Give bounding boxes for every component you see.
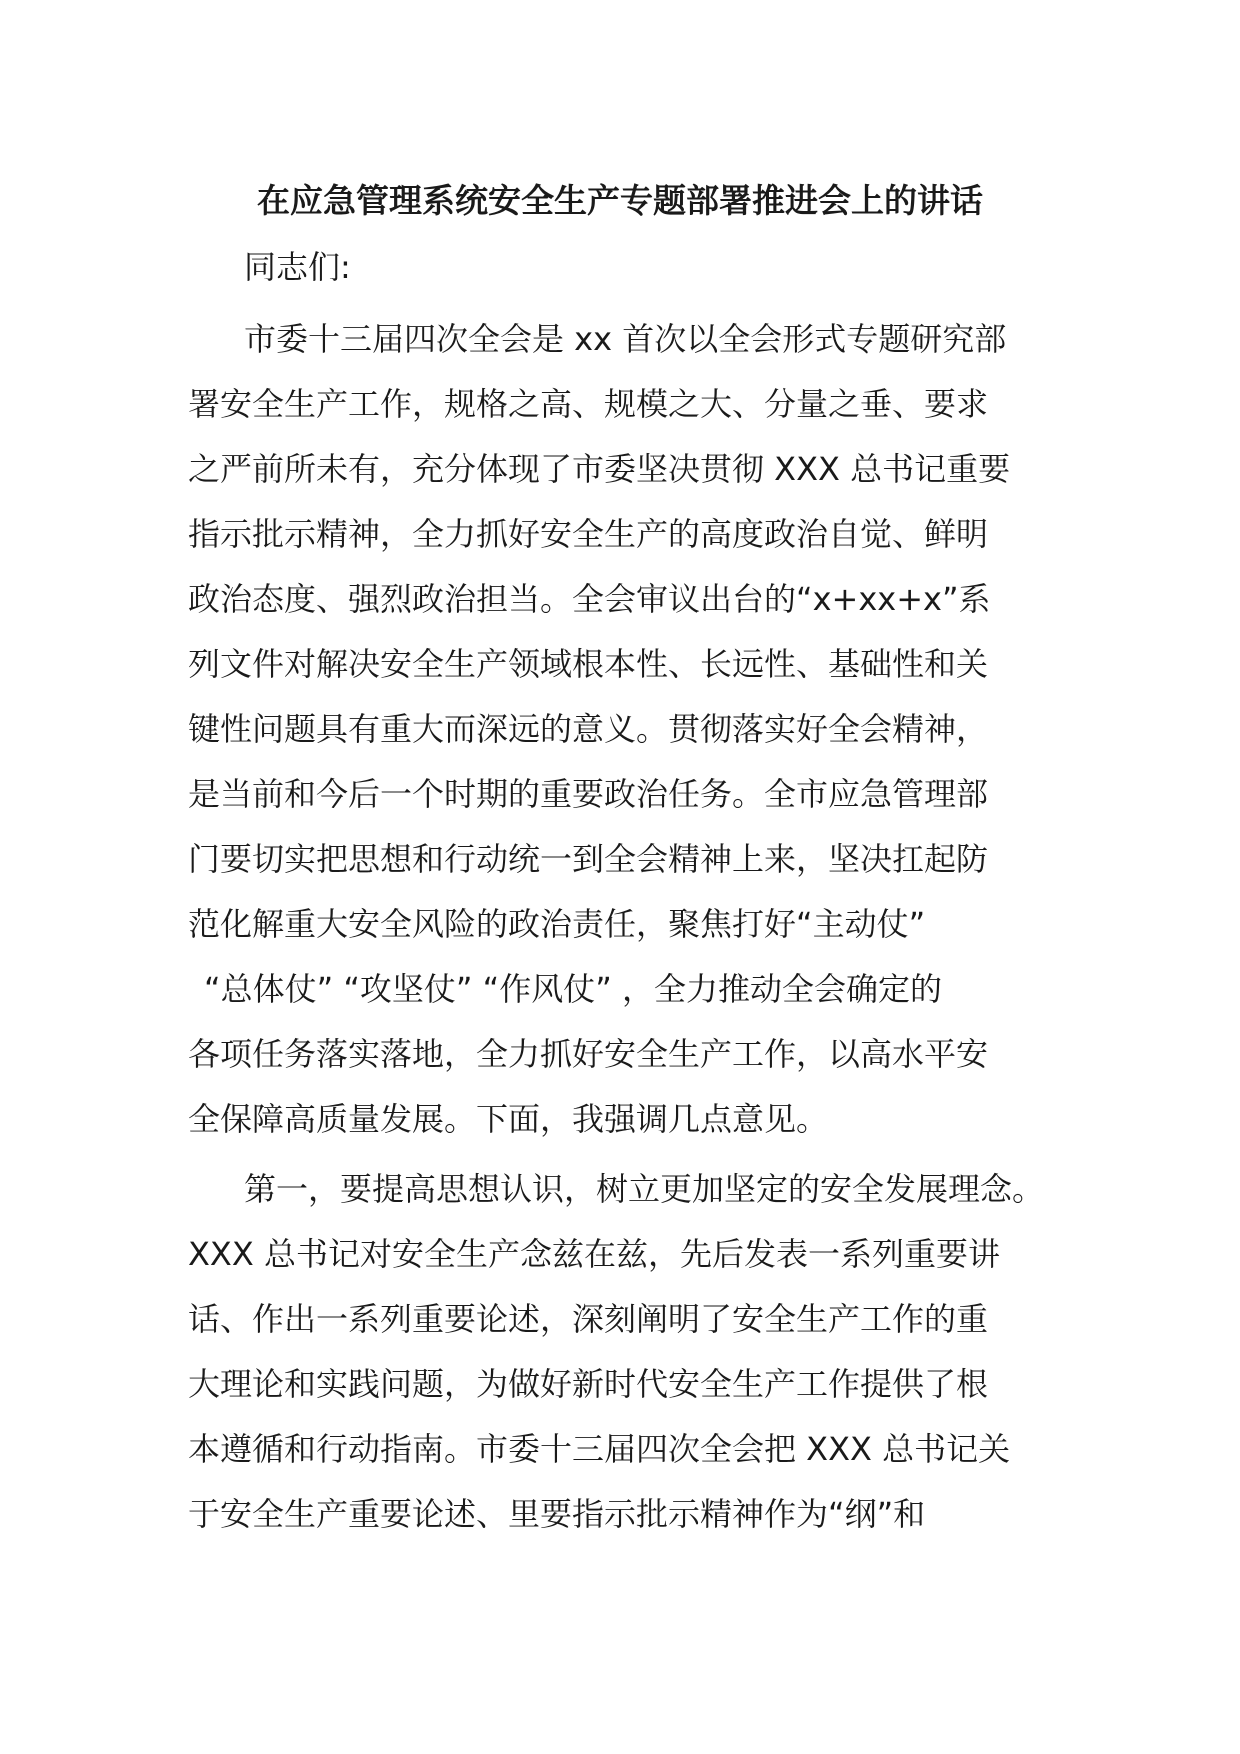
paragraph-line: 列文件对解决安全生产领域根本性、长远性、基础性和关: [188, 645, 989, 683]
paragraph-line: “总体仗” “攻坚仗” “作风仗” ，全力推动全会确定的: [204, 970, 942, 1008]
paragraph-line: 全保障高质量发展。下面，我强调几点意见。: [188, 1100, 829, 1138]
paragraph-line: 门要切实把思想和行动统一到全会精神上来，坚决扛起防: [188, 840, 989, 878]
paragraph-line: 话、作出一系列重要论述，深刻阐明了安全生产工作的重: [188, 1300, 989, 1338]
paragraph-line: 署安全生产工作，规格之高、规模之大、分量之垂、要求: [188, 385, 989, 423]
paragraph-line: 第一，要提高思想认识，树立更加坚定的安全发展理念。: [244, 1170, 1045, 1208]
paragraph-line: 指示批示精神，全力抓好安全生产的高度政治自觉、鲜明: [188, 515, 989, 553]
document-title: 在应急管理系统安全生产专题部署推进会上的讲话: [257, 181, 983, 220]
paragraph-line: 键性问题具有重大而深远的意义。贯彻落实好全会精神，: [188, 710, 989, 748]
paragraph-line: 市委十三届四次全会是 xx 首次以全会形式专题研究部: [244, 320, 1007, 358]
paragraph-line: 范化解重大安全风险的政治责任，聚焦打好“主动仗”: [188, 905, 926, 943]
salutation: 同志们:: [244, 248, 351, 286]
paragraph-line: 本遵循和行动指南。市委十三届四次全会把 XXX 总书记关: [188, 1430, 1011, 1468]
paragraph-line: XXX 总书记对安全生产念兹在兹，先后发表一系列重要讲: [188, 1235, 1000, 1273]
paragraph-line: 于安全生产重要论述、里要指示批示精神作为“纲”和: [188, 1495, 926, 1533]
paragraph-line: 之严前所未有，充分体现了市委坚决贯彻 XXX 总书记重要: [188, 450, 1011, 488]
paragraph-line: 各项任务落实落地，全力抓好安全生产工作，以高水平安: [188, 1035, 989, 1073]
paragraph-line: 是当前和今后一个时期的重要政治任务。全市应急管理部: [188, 775, 989, 813]
paragraph-line: 政治态度、强烈政治担当。全会审议出台的“x+xx+x”系: [188, 580, 991, 618]
paragraph-line: 大理论和实践问题，为做好新时代安全生产工作提供了根: [188, 1365, 989, 1403]
